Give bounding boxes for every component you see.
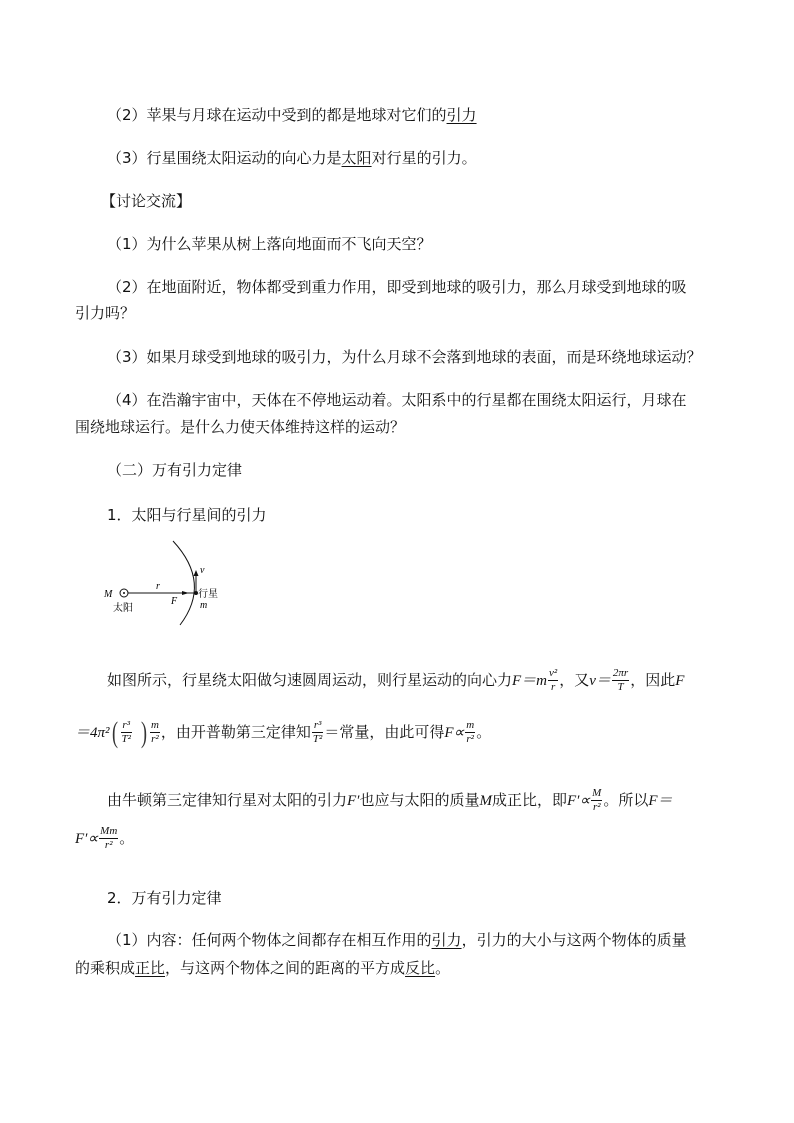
law-content-line-2: 的乘积成正比，与这两个物体之间的距离的平方成反比。 — [75, 959, 451, 977]
velocity-label: v — [200, 565, 205, 576]
paragraph-1-line-2: ＝4π²( $\frac{\text{r³}}{\text{T²}}$ ) $\frac{m}{\text{r²}}$ ，由开普勒第三定律知 $\frac{\text{r³}}{\text{T²}}$ ＝常量，由此可得F∝ $\frac{m}{\text{r²}}$ 。 — [75, 715, 492, 749]
fraction: $\frac{\text{r³}}{\text{T²}}$ — [121, 719, 131, 745]
fraction: $\frac{Mm}{\text{r²}}$ — [100, 825, 118, 851]
paragraph-2-line-2: F′∝ $\frac{Mm}{\text{r²}}$ 。 — [75, 825, 135, 851]
question-2-line-1: （2）在地面附近，物体都受到重力作用，即受到地球的吸引力，那么月球受到地球的吸 — [107, 278, 687, 296]
question-4-line-1: （4）在浩瀚宇宙中，天体在不停地运动着。太阳系中的行星都在围绕太阳运行，月球在 — [107, 391, 687, 409]
answer-line-3: （3）行星围绕太阳运动的向心力是太阳对行星的引力。 — [107, 149, 477, 167]
sun-mass-label: M — [104, 589, 113, 600]
question-2-line-2: 引力吗？ — [75, 304, 136, 322]
fraction: $\frac{2\pi r}{T}$ — [612, 667, 629, 693]
answer-line-2: （2）苹果与月球在运动中受到的都是地球对它们的引力 — [107, 106, 477, 124]
sun-label: 太阳 — [113, 603, 133, 614]
planet-label: 行星 — [198, 589, 218, 600]
subsection-title-1: 1．太阳与行星间的引力 — [107, 506, 267, 524]
force-arrowhead — [182, 591, 189, 595]
discussion-heading: 【讨论交流】 — [101, 192, 192, 210]
law-content-line-1: （1）内容：任何两个物体之间都存在相互作用的引力，引力的大小与这两个物体的质量 — [107, 931, 687, 949]
fraction: $\frac{m}{\text{r²}}$ — [466, 719, 475, 745]
subsection-title-2: 2．万有引力定律 — [107, 889, 222, 907]
question-1: （1）为什么苹果从树上落向地面而不飞向天空？ — [107, 235, 432, 253]
velocity-arrowhead — [194, 570, 199, 576]
fraction: $\frac{\text{v²}}{r}$ — [549, 667, 558, 693]
paragraph-1-line-1: 如图所示，行星绕太阳做匀速圆周运动，则行星运动的向心力F＝m $\frac{\text{v²}}{r}$ ，又v＝ $\frac{2\pi r}{T}$ ，因此F — [107, 667, 685, 693]
force-label: F — [171, 596, 178, 607]
fraction: $\frac{\text{r³}}{\text{T²}}$ — [312, 719, 323, 745]
question-3: （3）如果月球受到地球的吸引力，为什么月球不会落到地球的表面，而是环绕地球运动？ — [107, 348, 702, 366]
underlined-answer: 太阳 — [341, 149, 372, 167]
paragraph-2-line-1: 由牛顿第三定律知行星对太阳的引力F′也应与太阳的质量M成正比，即F′∝ $\frac{M}{\text{r²}}$ 。所以F＝ — [107, 787, 673, 813]
planet-mass-label: m — [200, 600, 208, 611]
section-title: （二）万有引力定律 — [107, 461, 243, 479]
orbit-arc — [173, 541, 194, 625]
underlined-answer: 引力 — [431, 931, 462, 949]
fraction: $\frac{M}{\text{r²}}$ — [592, 787, 602, 813]
underlined-answer: 引力 — [446, 106, 477, 124]
underlined-answer: 反比 — [405, 959, 436, 977]
question-4-line-2: 围绕地球运行。是什么力使天体维持这样的运动？ — [75, 418, 406, 436]
radius-label: r — [156, 581, 160, 592]
sun-center — [123, 592, 125, 594]
sun-planet-diagram — [100, 538, 230, 628]
fraction: $\frac{m}{\text{r²}}$ — [150, 719, 159, 745]
underlined-answer: 正比 — [135, 959, 166, 977]
